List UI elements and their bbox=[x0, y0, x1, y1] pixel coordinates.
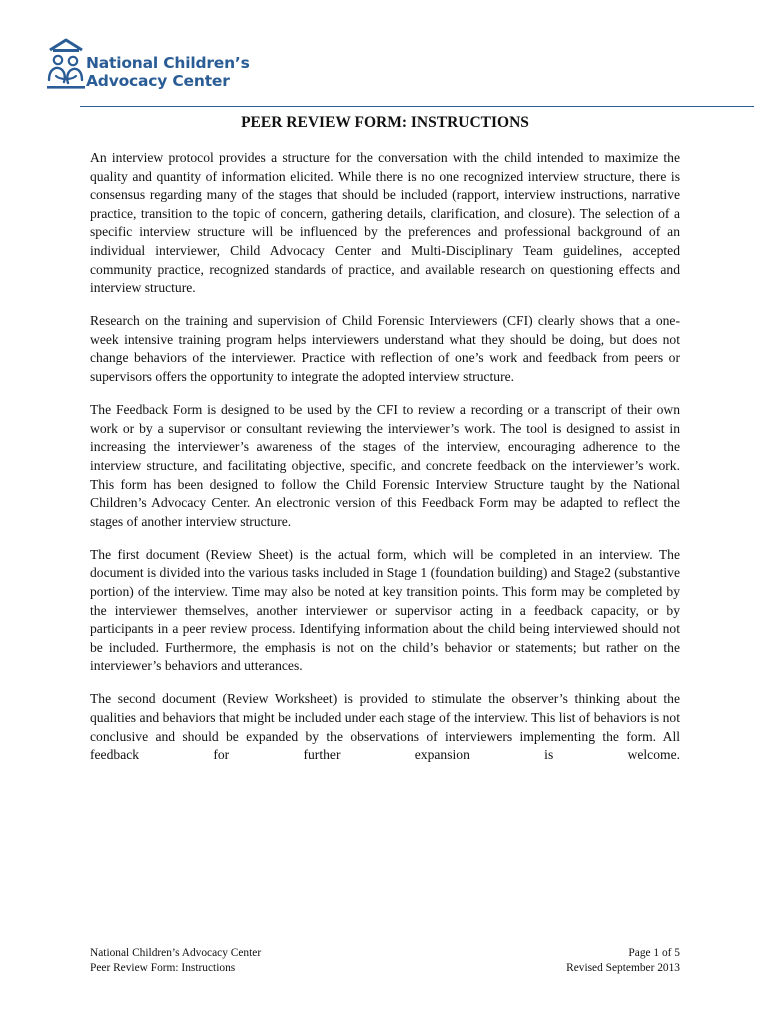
footer-right bbox=[566, 946, 680, 976]
footer-left bbox=[90, 946, 261, 976]
page-title: PEER REVIEW FORM: INSTRUCTIONS bbox=[241, 114, 529, 131]
page-number: Page 1 of 5 bbox=[628, 947, 680, 959]
footer-doc-name: Peer Review Form: Instructions bbox=[90, 962, 236, 974]
paragraph-review-sheet: The first document (Review Sheet) is the actual form, which will be completed in an interview. The document is divided into the various tasks included in Stage 1 (foundation building) and Stage2 (substantive portion) of the interview. Time may also be noted at key transition points. This form may be completed by the interviewer themselves, another interviewer or supervisor acting in a feedback capacity, or by participants in a peer review process. Identifying information about the child being interviewed should not be included. Furthermore, the emphasis is not on the child’s behavior or statements; but rather on the interviewer’s behaviors and utterances. bbox=[90, 546, 680, 674]
org-logo bbox=[44, 36, 250, 98]
paragraph-review-worksheet: The second document (Review Worksheet) is provided to stimulate the observer’s thinking about the qualities and behaviors that might be included under each stage of the interview. This list of behaviors is not conclusive and should be expanded by the observations of interviewers implementing the form. All feedback for further expansion is welcome. bbox=[90, 691, 680, 763]
org-name bbox=[86, 54, 250, 90]
paragraph-interview-protocol: An interview protocol provides a structure for the conversation with the child intended to maximize the quality and quantity of information elicited. While there is no one recognized interview structure, there is consensus regarding many of the stages that should be included (rapport, interview instructions, narrative practice, transition to the topic of concern, gathering details, clarification, and closure). The selection of a specific interview structure will be influenced by the preferences and professional background of an individual interviewer, Child Advocacy Center and Multi-Disciplinary Team guidelines, accepted community practice, recognized standards of practice, and available research on questioning effects and interview structure. bbox=[90, 150, 680, 296]
org-name-line1: National Children’s bbox=[86, 54, 250, 72]
document-body bbox=[90, 149, 680, 779]
paragraph-feedback-form: The Feedback Form is designed to be used by the CFI to review a recording or a transcript of their own work or by a supervisor or consultant reviewing the interviewer’s work. The tool is designed to assist in increasing the interviewer’s awareness of the stages of the interview, encouraging adherence to the interview structure, and facilitating objective, specific, and concrete feedback on the interviewer’s work. This form has been designed to follow the Child Forensic Interview Structure taught by the National Children’s Advocacy Center. An electronic version of this Feedback Form may be adapted to reflect the stages of another interview structure. bbox=[90, 402, 680, 529]
house-children-logo-icon bbox=[44, 36, 88, 94]
paragraph-training-research: Research on the training and supervision of Child Forensic Interviewers (CFI) clearly shows that a one-week intensive training program helps interviewers understand what they should be doing, but does not change behaviors of the interviewer. Practice with reflection of one’s work and feedback from peers or supervisors offers the opportunity to integrate the adopted interview structure. bbox=[90, 313, 680, 385]
org-name-line2: Advocacy Center bbox=[86, 72, 230, 90]
header-divider bbox=[80, 106, 754, 107]
revision-date: Revised September 2013 bbox=[566, 962, 680, 974]
footer-org: National Children’s Advocacy Center bbox=[90, 947, 262, 959]
